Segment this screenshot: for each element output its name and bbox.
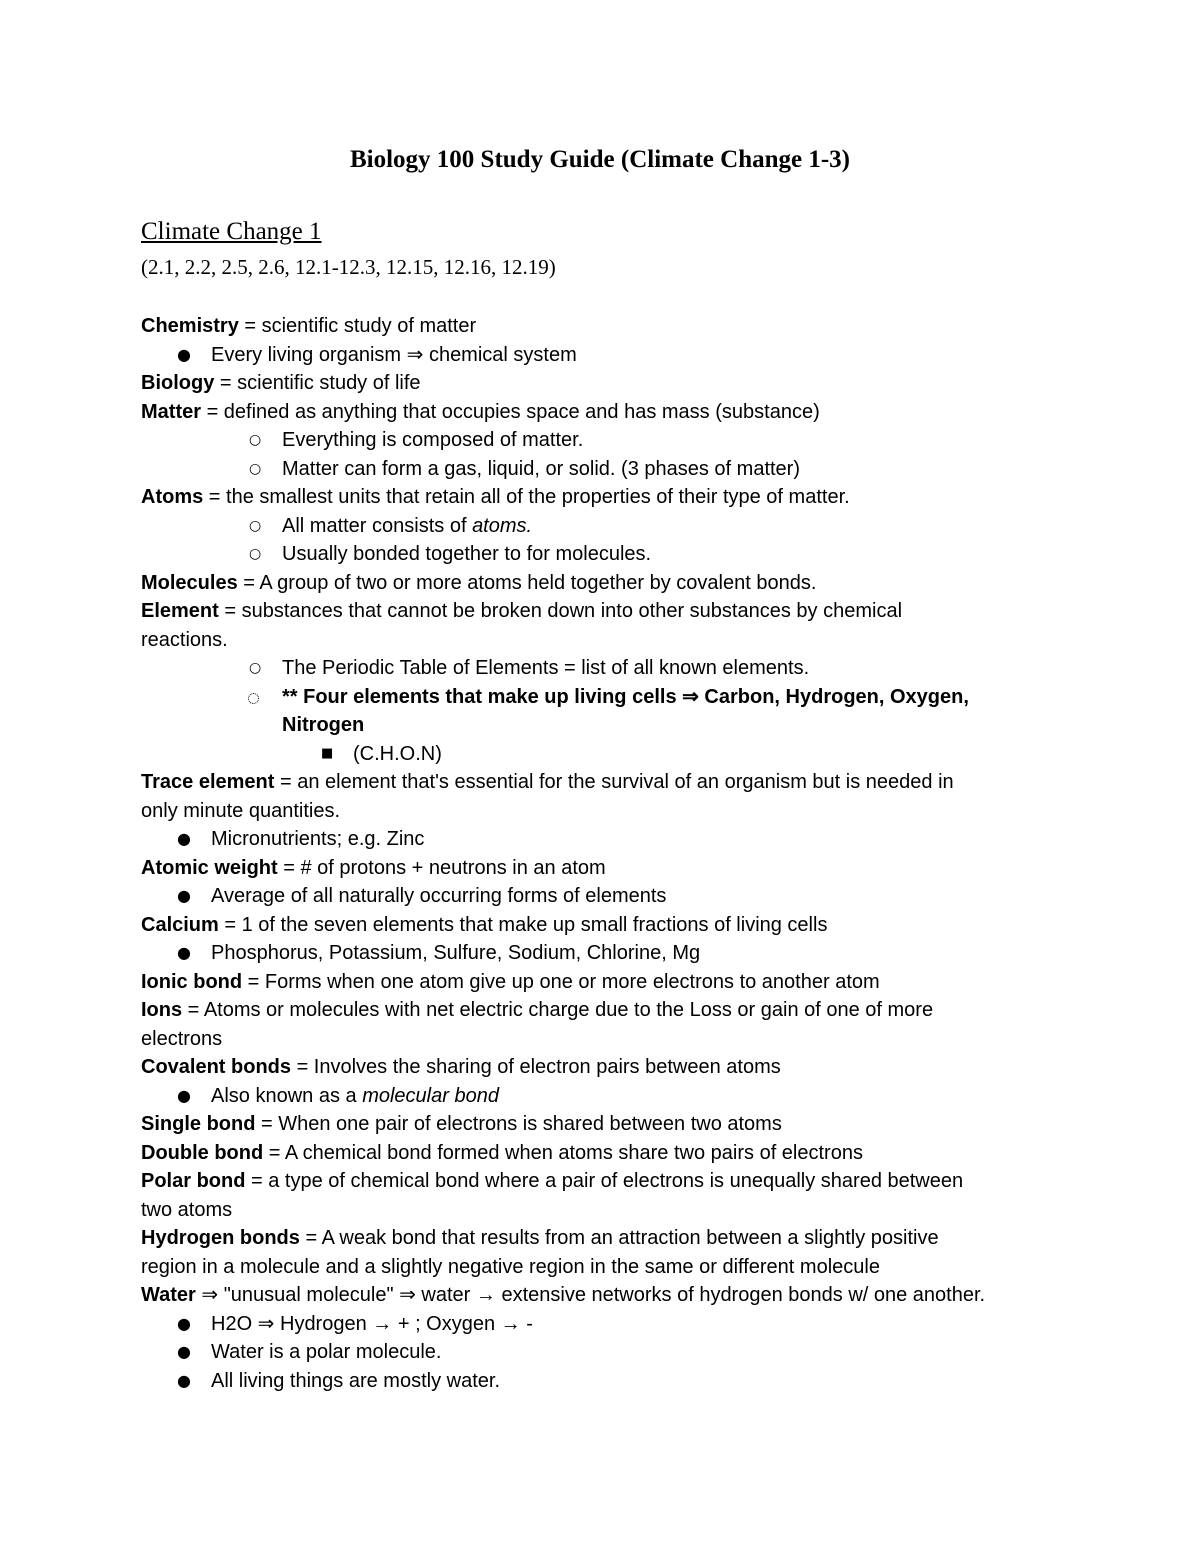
definition-line [141, 569, 1081, 598]
filled-bullet-icon: ● [177, 1313, 191, 1333]
term: Matter [141, 400, 202, 423]
emphasis-text: atoms. [472, 514, 533, 537]
term: Ions [141, 999, 183, 1021]
document-title: Biology 100 Study Guide (Climate Change 1-3) [349, 146, 851, 173]
bullet-text: Every living organism ⇒ chemical system [211, 343, 577, 366]
bullet-item [141, 825, 1081, 854]
bullet-item [141, 455, 1081, 484]
bullet-item [141, 683, 1081, 712]
bullet-text: Micronutrients; e.g. Zinc [211, 828, 425, 850]
definition-line [141, 312, 1081, 341]
term: Chemistry [141, 315, 239, 337]
definition: = a type of chemical bond where a pair of electrons is unequally shared between [245, 1170, 964, 1192]
definition-line [141, 1053, 1081, 1082]
bullet-text: Also known as a [211, 1084, 363, 1107]
bullet-item [141, 426, 1081, 455]
definition: = A weak bond that results from an attraction between a slightly positive [299, 1227, 939, 1249]
bullet-text: (C.H.O.N) [353, 742, 442, 765]
bullet-text: Matter can form a gas, liquid, or solid. (3 phases of matter) [282, 457, 800, 480]
bullet-item [141, 1082, 1081, 1111]
term: Atomic weight [141, 856, 278, 879]
definition-continuation: two atoms [141, 1198, 233, 1221]
hollow-bullet-icon: ○ [249, 432, 262, 448]
definition: = scientific study of life [214, 372, 421, 394]
hollow-bullet-icon: ○ [249, 517, 262, 534]
bullet-item [141, 1367, 1081, 1396]
definition: = Atoms or molecules with net electric charge due to the Loss or gain of one of more [182, 999, 934, 1021]
definition-continuation: electrons [141, 1027, 223, 1050]
definition-line [141, 768, 1081, 797]
bullet-text: ** Four elements that make up living cells ⇒ Carbon, Hydrogen, Oxygen, [282, 685, 969, 708]
definition: = the smallest units that retain all of the properties of their type of matter. [203, 486, 850, 508]
definition: = # of protons + neutrons in an atom [277, 856, 606, 879]
definition-line [141, 968, 1081, 997]
definition-line [141, 1139, 1081, 1168]
term: Calcium [141, 913, 219, 936]
definition-line [141, 398, 1081, 427]
notes-body [141, 312, 1081, 1395]
bullet-text: All matter consists of [282, 514, 473, 537]
term: Molecules [141, 571, 238, 594]
bullet-text: Everything is composed of matter. [282, 429, 584, 451]
bullet-item [141, 512, 1081, 541]
definition-line [141, 1224, 1081, 1253]
definition: = A chemical bond formed when atoms share two pairs of electrons [263, 1141, 863, 1164]
term: Biology [141, 372, 215, 394]
term: Trace element [141, 771, 275, 793]
filled-bullet-icon: ● [177, 344, 191, 364]
definition: ⇒ "unusual molecule" ⇒ water → extensive networks of hydrogen bonds w/ one another. [195, 1284, 986, 1306]
bullet-item [141, 882, 1081, 911]
filled-bullet-icon: ● [177, 1085, 191, 1105]
definition-continuation: only minute quantities. [141, 799, 341, 822]
hollow-bullet-icon: ○ [249, 460, 262, 477]
definition-line [141, 911, 1081, 940]
bullet-continuation [141, 711, 1081, 740]
definition: = 1 of the seven elements that make up small fractions of living cells [218, 913, 828, 936]
section-references: (2.1, 2.2, 2.5, 2.6, 12.1-12.3, 12.15, 12.16, 12.19) [141, 255, 556, 279]
bullet-text: H2O ⇒ Hydrogen → + ; Oxygen → - [211, 1312, 533, 1335]
bullet-item [141, 341, 1081, 370]
definition-line [141, 1167, 1081, 1196]
definition: = A group of two or more atoms held together by covalent bonds. [237, 571, 817, 594]
term: Atoms [141, 486, 204, 508]
definition: = When one pair of electrons is shared between two atoms [255, 1113, 782, 1135]
term: Ionic bond [141, 970, 243, 993]
bullet-item [141, 1338, 1081, 1367]
definition-continuation: reactions. [141, 628, 228, 651]
term: Element [141, 600, 219, 622]
term: Hydrogen bonds [141, 1227, 300, 1249]
bullet-text: Average of all naturally occurring forms of elements [211, 885, 667, 907]
filled-bullet-icon: ● [177, 943, 191, 962]
definition: = Involves the sharing of electron pairs between atoms [291, 1056, 781, 1078]
definition: = defined as anything that occupies space and has mass (substance) [201, 400, 820, 423]
definition-line [141, 1281, 1081, 1310]
bullet-text: The Periodic Table of Elements = list of all known elements. [282, 657, 810, 679]
section-heading: Climate Change 1 [141, 218, 322, 245]
bullet-item [141, 540, 1081, 569]
bullet-item [141, 1310, 1081, 1339]
term: Water [141, 1284, 196, 1306]
hollow-bullet-icon: ○ [249, 660, 262, 676]
definition-continuation: region in a molecule and a slightly negative region in the same or different molecule [141, 1255, 880, 1278]
definition: = an element that's essential for the survival of an organism but is needed in [274, 771, 954, 793]
definition-line [141, 369, 1081, 398]
definition: = substances that cannot be broken down into other substances by chemical [218, 600, 903, 622]
term: Single bond [141, 1113, 256, 1135]
definition: = Forms when one atom give up one or more electrons to another atom [242, 970, 880, 993]
bullet-text: Phosphorus, Potassium, Sulfure, Sodium, Chlorine, Mg [211, 942, 701, 964]
dotted-bullet-icon [248, 693, 259, 704]
bullet-item [141, 939, 1081, 968]
emphasis-text: molecular bond [362, 1084, 499, 1107]
definition-line [141, 483, 1081, 512]
bullet-text: Water is a polar molecule. [211, 1341, 442, 1363]
bullet-item [141, 654, 1081, 683]
filled-bullet-icon: ● [177, 886, 191, 905]
term: Double bond [141, 1141, 264, 1164]
term: Polar bond [141, 1170, 246, 1192]
definition-line [141, 996, 1081, 1025]
bullet-text: Nitrogen [282, 714, 365, 736]
filled-bullet-icon: ● [177, 829, 191, 848]
square-bullet-icon: ■ [321, 745, 334, 761]
bullet-item [141, 740, 1081, 769]
definition: = scientific study of matter [238, 315, 477, 337]
definition-line [141, 1110, 1081, 1139]
bullet-text: Usually bonded together to for molecules. [282, 543, 652, 565]
bullet-text: All living things are mostly water. [211, 1369, 501, 1392]
hollow-bullet-icon: ○ [249, 546, 262, 562]
filled-bullet-icon: ● [177, 1370, 191, 1390]
filled-bullet-icon: ● [177, 1342, 191, 1361]
definition-line [141, 597, 1081, 626]
definition-line [141, 854, 1081, 883]
term: Covalent bonds [141, 1056, 292, 1078]
